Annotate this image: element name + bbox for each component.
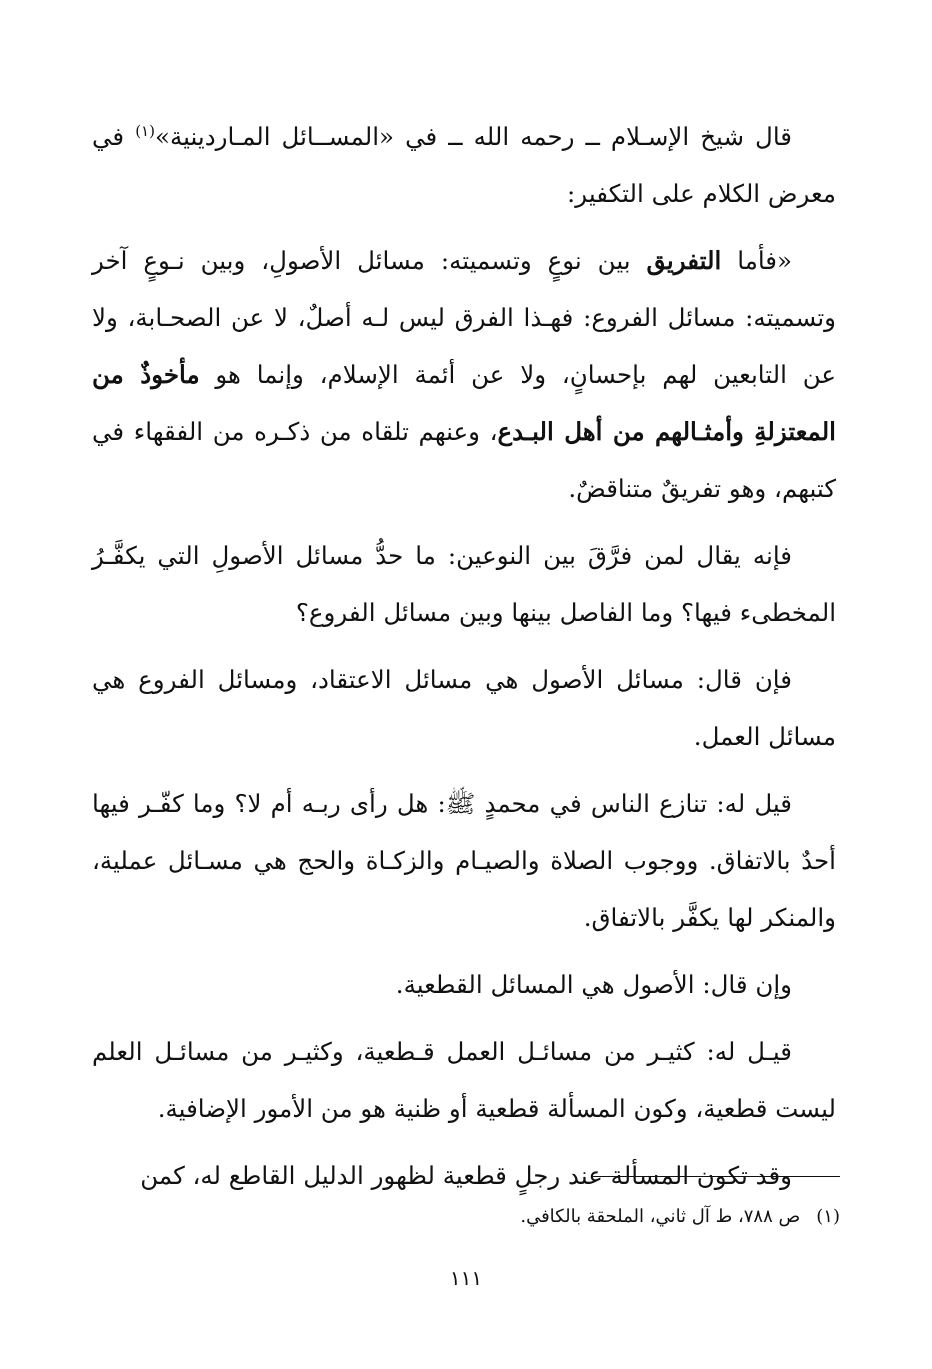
paragraph — [92, 1023, 836, 1137]
emphasized-text: مأخوذٌ من المعتزلةِ وأمثـالهم من أهل البـدع — [92, 360, 836, 446]
footnote-separator — [592, 1176, 840, 1177]
paragraph-text: قال شيخ الإسـلام ــ رحمه الله ــ في «المســائل المـاردينية» — [154, 122, 792, 151]
footnote-text: ص ٧٨٨، ط آل ثاني، الملحقة بالكافي. — [520, 1206, 801, 1227]
paragraph-text: في معرض الكلام على التكفير: — [92, 122, 836, 208]
paragraph-text: ، وعنهم تلقاه من ذكـره من الفقهاء في كتبهم، وهو تفريقٌ متناقضٌ. — [92, 417, 836, 503]
paragraph — [92, 108, 836, 222]
emphasized-text: التفريق — [646, 246, 722, 275]
paragraph-text: فإن قال: مسائل الأصول هي مسائل الاعتقاد، ومسائل الفروع هي مسائل العمل. — [92, 665, 836, 751]
paragraph — [92, 527, 836, 641]
main-text-block — [92, 108, 836, 1214]
paragraph-text: قيـل له: كثيـر من مسائـل العمل قـطعية، وكثيـر من مسائـل العلم ليست قطعية، وكون المسألة قطعية أو ظنية هو من الأمور الإضافية. — [92, 1037, 836, 1123]
paragraph — [92, 651, 836, 765]
page-number: ١١١ — [449, 1266, 483, 1290]
paragraph-text: فإنه يقال لمن فرَّقَ بين النوعين: ما حدُّ مسائل الأصولِ التي يكفَّـرُ المخطىء فيها؟ وما الفاصل بينها وبين مسائل الفروع؟ — [92, 541, 836, 627]
paragraph — [92, 232, 836, 517]
paragraph — [92, 956, 836, 1013]
footnote-number: (١) — [816, 1206, 840, 1227]
paragraph-text: «فأما — [721, 246, 793, 275]
paragraph-text: قيل له: تنازع الناس في محمدٍ ﷺ: هل رأى ربـه أم لا؟ وما كفّـر فيها أحدٌ بالاتفاق. ووجوب الصلاة والصيـام والزكـاة والحج هي مسـائل عملية، والمنكر لها يكفَّر بالاتفاق. — [92, 789, 836, 932]
paragraph-text: وقد تكون المسألة عند رجلٍ قطعية لظهور الدليل القاطع له، كمن — [140, 1161, 792, 1190]
paragraph-text: بين نوعٍ وتسميته: مسائل الأصولِ، وبين نـوعٍ آخر وتسميته: مسائل الفروع: فهـذا الفرق ليس لـه أصلٌ، لا عن الصحـابة، ولا عن التابعين لهم بإحسانٍ، ولا عن أئمة الإسلام، وإنما هو — [92, 246, 836, 389]
paragraph-text: وإن قال: الأصول هي المسائل القطعية. — [395, 970, 792, 999]
footnote — [92, 1203, 840, 1231]
paragraph — [92, 775, 836, 946]
footnote-reference: (١) — [135, 121, 155, 140]
